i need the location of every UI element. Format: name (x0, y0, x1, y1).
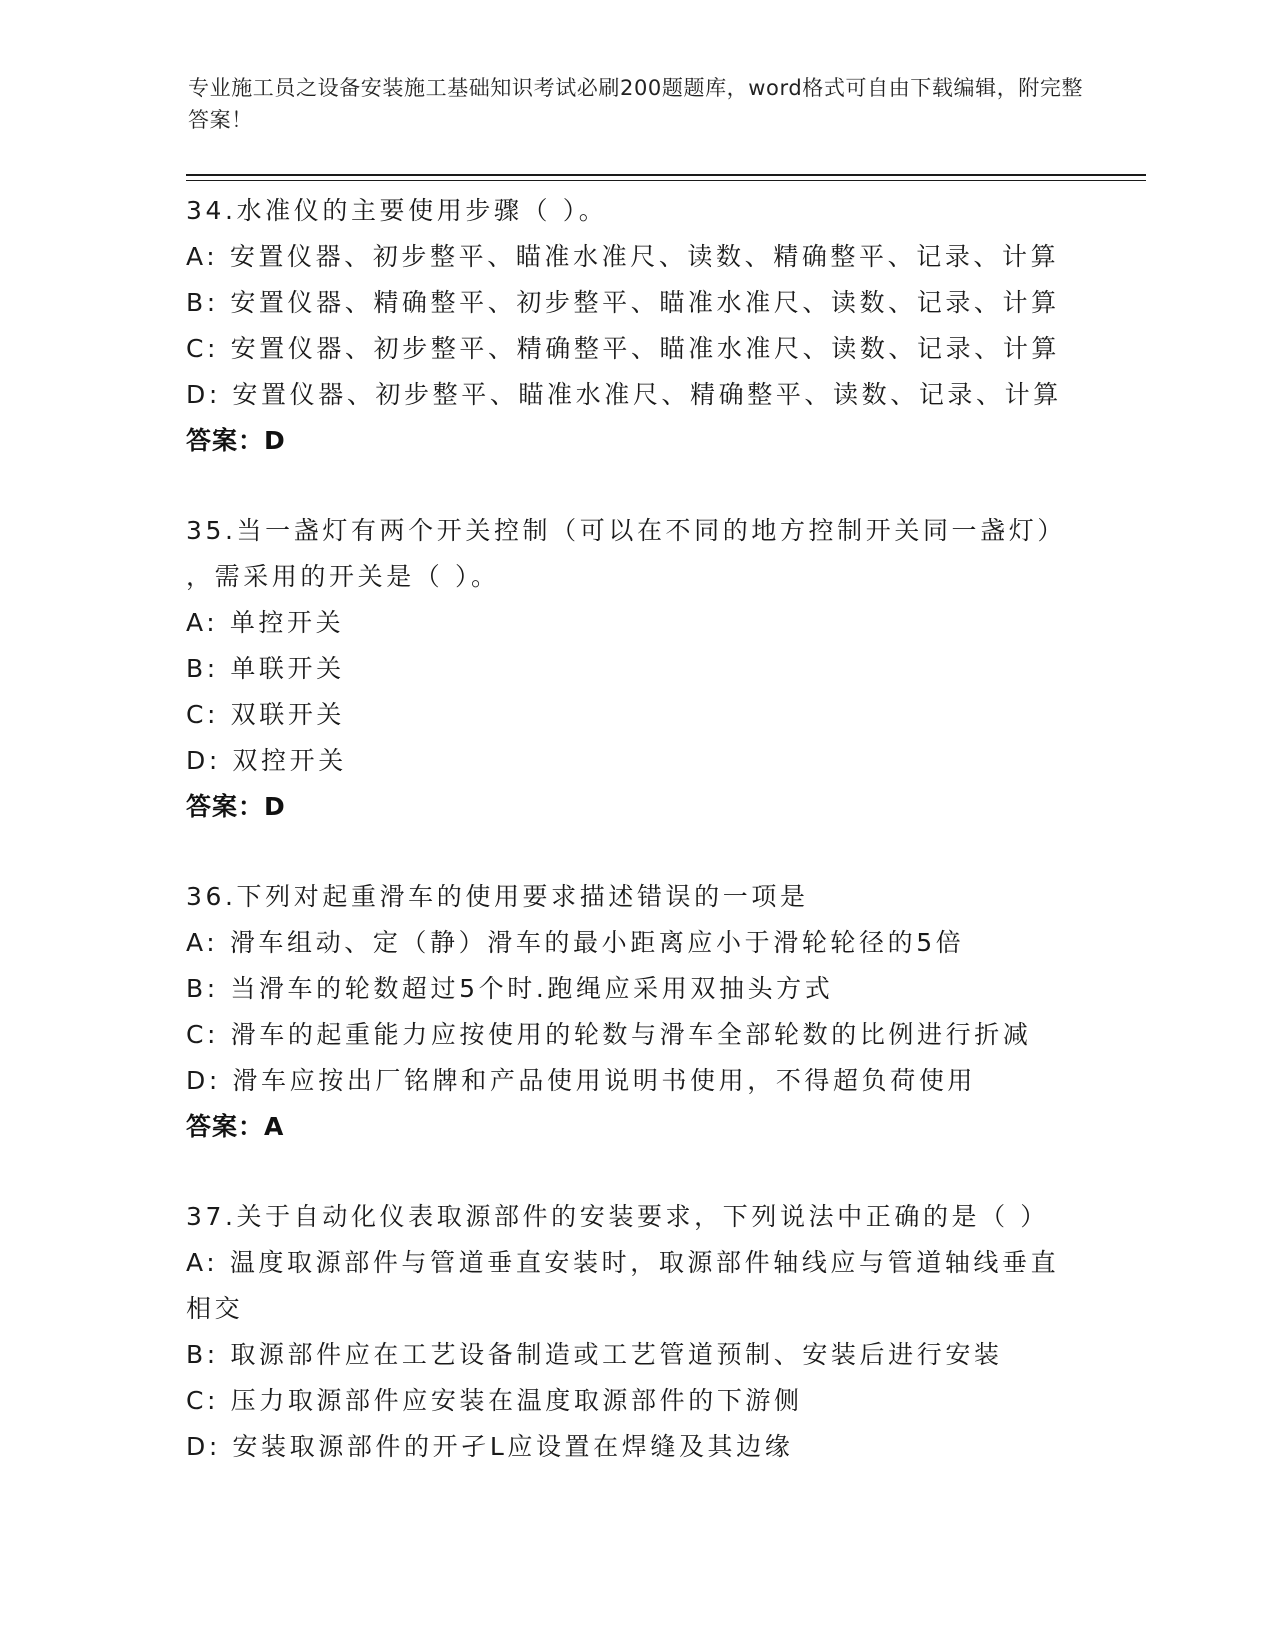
option-b: B: 单联开关 (186, 654, 345, 683)
option-d: D: 双控开关 (186, 746, 347, 775)
option-d: D: 滑车应按出厂铭牌和产品使用说明书使用，不得超负荷使用 (186, 1066, 977, 1095)
option-a: A: 安置仪器、初步整平、瞄准水准尺、读数、精确整平、记录、计算 (186, 242, 1060, 271)
question-stem: 37.关于自动化仪表取源部件的安装要求，下列说法中正确的是（ ） (186, 1202, 1049, 1231)
option-d: D: 安置仪器、初步整平、瞄准水准尺、精确整平、读数、记录、计算 (186, 380, 1062, 409)
question-list (186, 188, 1086, 1470)
question-34 (186, 188, 1086, 464)
question-stem: 34.水准仪的主要使用步骤（ ）。 (186, 196, 608, 225)
option-a: A: 单控开关 (186, 608, 345, 637)
option-a: A: 温度取源部件与管道垂直安装时，取源部件轴线应与管道轴线垂直 (186, 1248, 1060, 1277)
option-d: D: 安装取源部件的开孑L应设置在焊缝及其边缘 (186, 1432, 794, 1461)
option-b: B: 取源部件应在工艺设备制造或工艺管道预制、安装后进行安装 (186, 1340, 1003, 1369)
option-c: C: 压力取源部件应安装在温度取源部件的下游侧 (186, 1386, 803, 1415)
option-c: C: 滑车的起重能力应按使用的轮数与滑车全部轮数的比例进行折减 (186, 1020, 1032, 1049)
option-b: B: 安置仪器、精确整平、初步整平、瞄准水准尺、读数、记录、计算 (186, 288, 1060, 317)
header-rule-thick (186, 174, 1146, 176)
header-rule-thin (186, 180, 1146, 181)
option-c: C: 双联开关 (186, 700, 346, 729)
option-b: B: 当滑车的轮数超过5个时.跑绳应采用双抽头方式 (186, 974, 834, 1003)
question-stem: 36.下列对起重滑车的使用要求描述错误的一项是 (186, 882, 809, 911)
question-35 (186, 508, 1086, 830)
option-c: C: 安置仪器、初步整平、精确整平、瞄准水准尺、读数、记录、计算 (186, 334, 1061, 363)
answer: 答案：D (186, 426, 286, 455)
option-a-continued: 相交 (186, 1294, 244, 1323)
answer: 答案：D (186, 792, 286, 821)
question-36 (186, 874, 1086, 1150)
document-header: 专业施工员之设备安装施工基础知识考试必刷200题题库，word格式可自由下载编辑，附完整答案！ (188, 76, 1084, 132)
question-stem: 35.当一盏灯有两个开关控制（可以在不同的地方控制开关同一盏灯） (186, 516, 1066, 545)
question-37 (186, 1194, 1086, 1470)
question-stem-continued: ，需采用的开关是（ ）。 (186, 562, 500, 591)
answer: 答案：A (186, 1112, 285, 1141)
option-a: A: 滑车组动、定（静）滑车的最小距离应小于滑轮轮径的5倍 (186, 928, 965, 957)
